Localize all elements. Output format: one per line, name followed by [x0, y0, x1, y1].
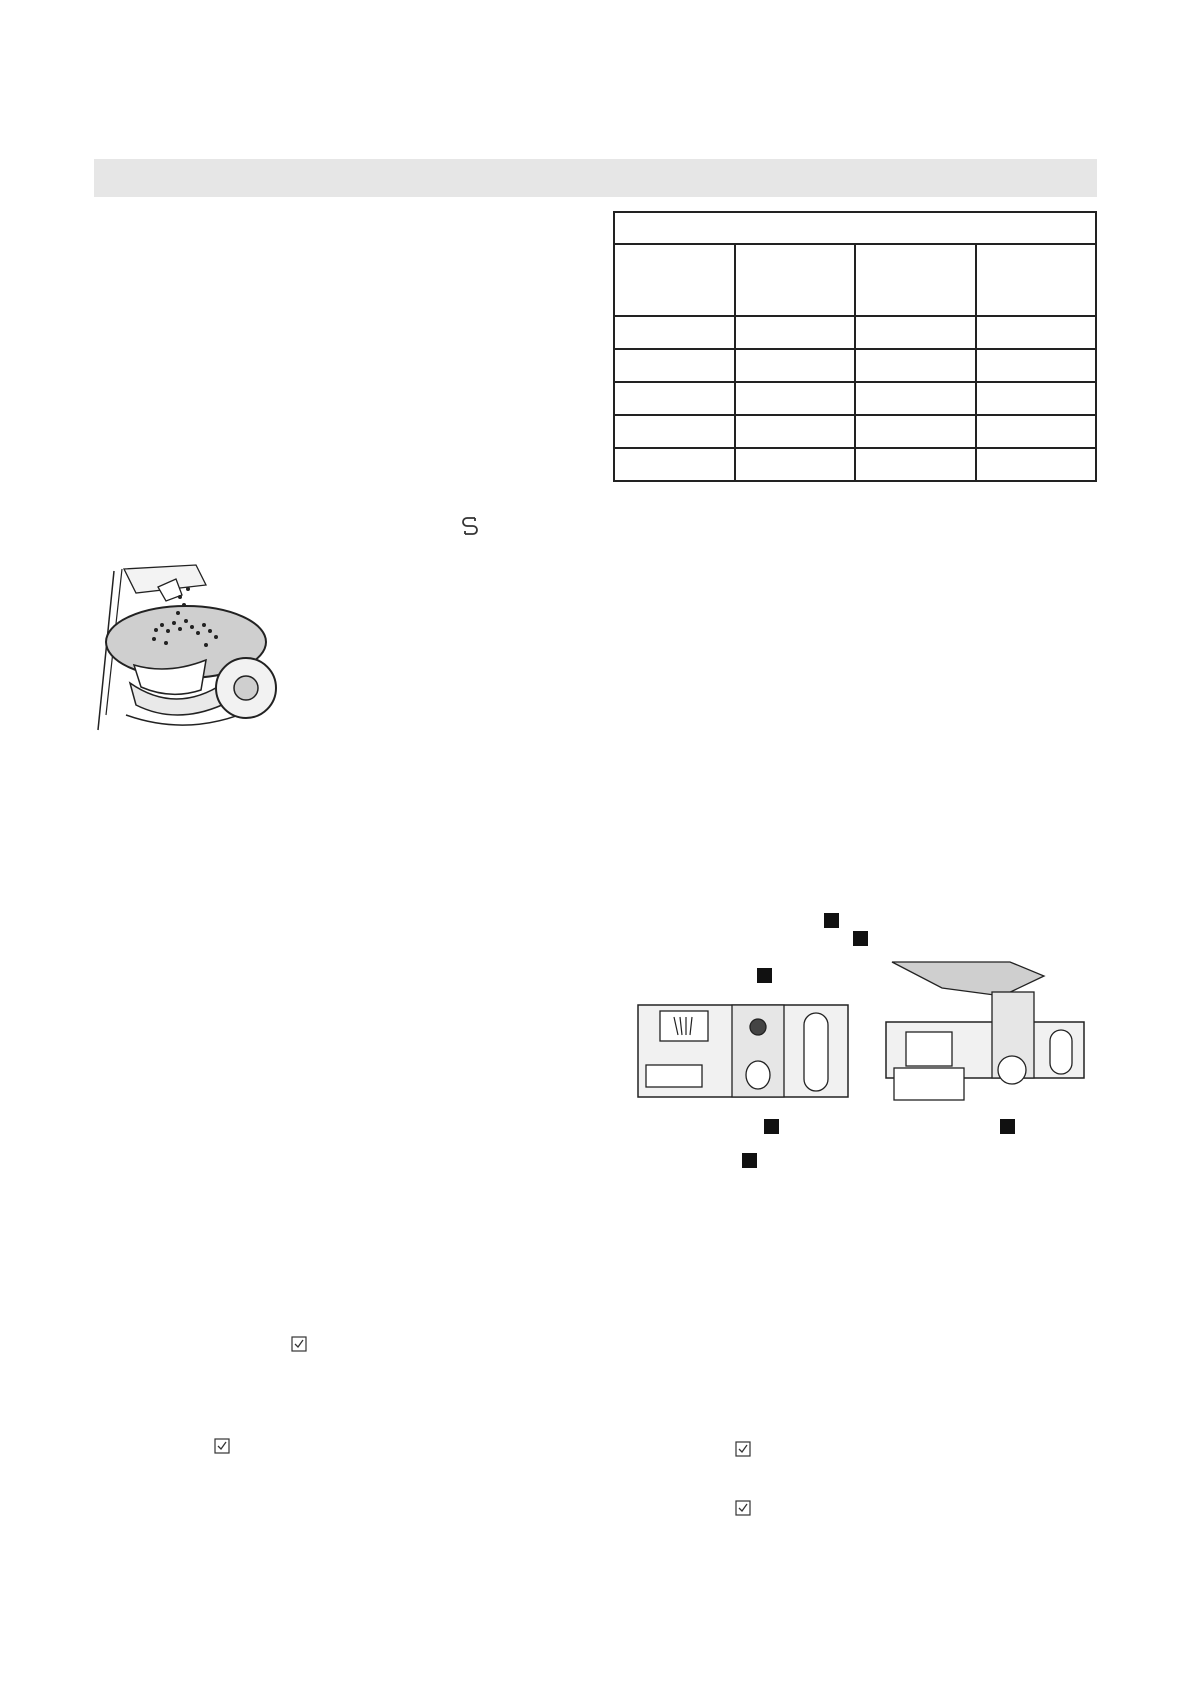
table-header-cell	[976, 244, 1097, 316]
salt-symbol-icon	[462, 515, 478, 539]
table-cell	[976, 382, 1097, 415]
table-cell	[735, 415, 856, 448]
table-header-row	[614, 244, 1096, 316]
table-header-cell	[855, 244, 976, 316]
reference-marker	[824, 913, 839, 928]
table-cell	[735, 349, 856, 382]
water-hardness-table	[613, 211, 1097, 482]
table-cell	[735, 448, 856, 481]
table-cell	[614, 349, 735, 382]
table-row	[614, 382, 1096, 415]
table-cell	[614, 382, 735, 415]
reference-marker	[757, 968, 772, 983]
checkbox-tick-icon	[735, 1500, 751, 1516]
table-cell	[855, 349, 976, 382]
reference-marker	[1000, 1119, 1015, 1134]
table-cell	[976, 415, 1097, 448]
table-cell	[855, 448, 976, 481]
reference-marker	[764, 1119, 779, 1134]
table-cell	[614, 415, 735, 448]
section-header-band	[94, 159, 1097, 197]
reference-marker	[853, 931, 868, 946]
checkbox-tick-icon	[735, 1441, 751, 1457]
table-header-cell	[614, 244, 735, 316]
table-cell	[735, 316, 856, 349]
table-header-cell	[735, 244, 856, 316]
table-cell	[976, 316, 1097, 349]
table-cell	[855, 382, 976, 415]
table-cell	[976, 349, 1097, 382]
table-cell	[614, 448, 735, 481]
checkbox-tick-icon	[291, 1336, 307, 1352]
table-cell	[735, 382, 856, 415]
salt-funnel-illustration	[96, 565, 276, 735]
table-cell	[976, 448, 1097, 481]
table-row	[614, 349, 1096, 382]
checkbox-tick-icon	[214, 1438, 230, 1454]
table-title	[614, 212, 1096, 244]
table-row	[614, 316, 1096, 349]
dispenser-open-illustration	[882, 962, 1090, 1102]
table-cell	[855, 415, 976, 448]
table-cell	[614, 316, 735, 349]
reference-marker	[742, 1153, 757, 1168]
table-cell	[855, 316, 976, 349]
table-row	[614, 448, 1096, 481]
dispenser-closed-illustration	[636, 995, 850, 1105]
table-row	[614, 415, 1096, 448]
